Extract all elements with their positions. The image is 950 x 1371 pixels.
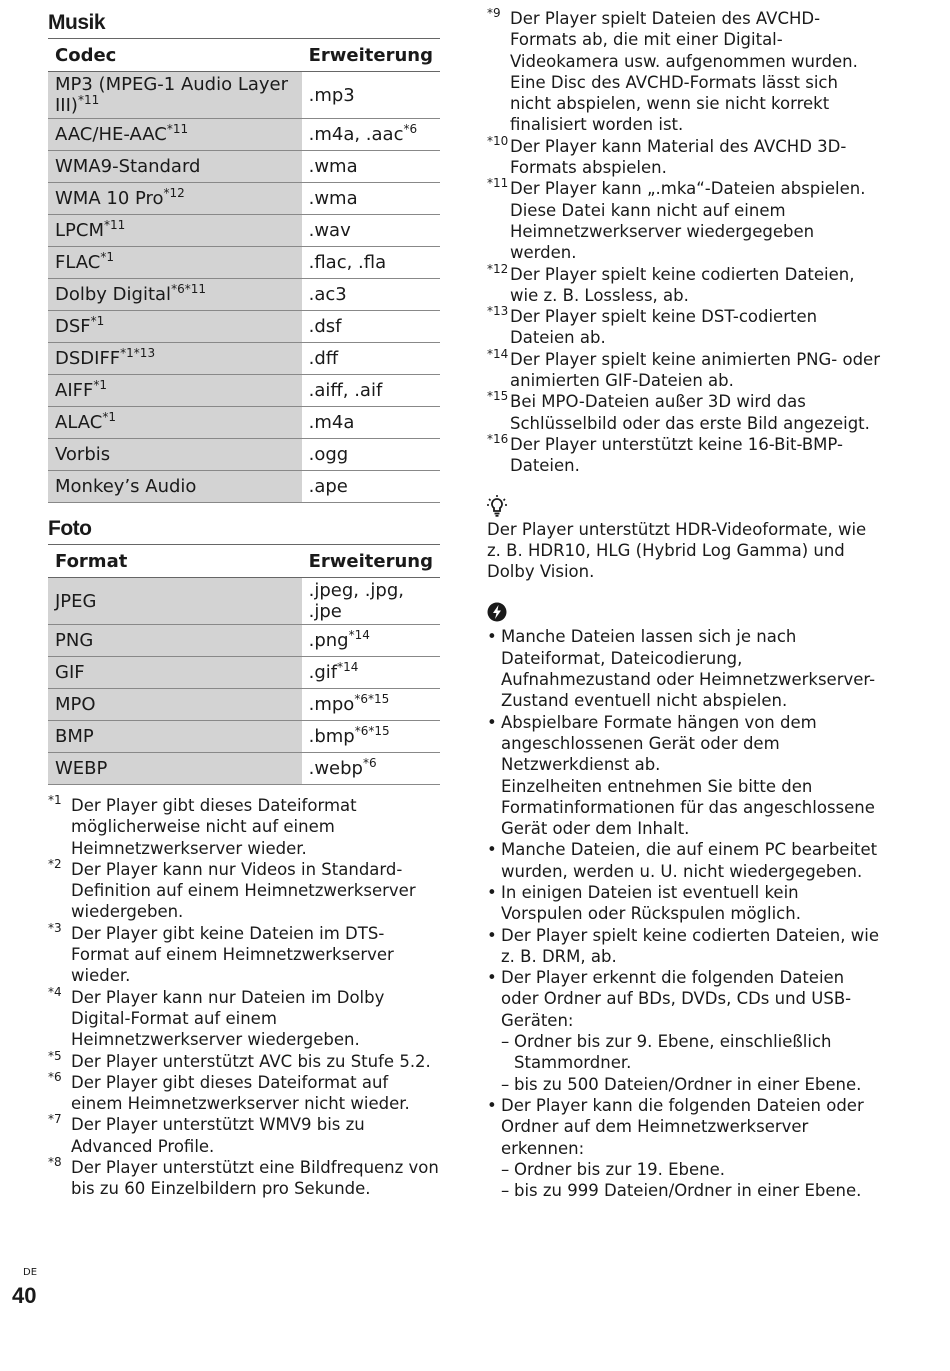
sub-list bbox=[501, 1031, 882, 1095]
sub-item: – bis zu 999 Dateien/Ordner in einer Ebene. bbox=[501, 1180, 882, 1201]
footnote bbox=[487, 178, 882, 263]
extension-cell: .mp3 bbox=[302, 72, 440, 119]
notes-section bbox=[487, 602, 882, 1201]
photo-table-header bbox=[48, 545, 440, 578]
footnote-mark: *12 bbox=[487, 261, 509, 276]
extension-cell: .wma bbox=[302, 183, 440, 215]
footnote-mark: *4 bbox=[48, 984, 62, 999]
extension-cell: .wma bbox=[302, 151, 440, 183]
table-row bbox=[48, 151, 440, 183]
footnote bbox=[48, 856, 440, 923]
sub-list bbox=[501, 1159, 882, 1202]
table-row bbox=[48, 72, 440, 119]
codec-cell: WMA9-Standard bbox=[48, 151, 302, 183]
table-row bbox=[48, 471, 440, 503]
caution-icon bbox=[487, 602, 507, 622]
codec-cell: Monkey’s Audio bbox=[48, 471, 302, 503]
footnote-text: Der Player unterstützt eine Bildfrequenz von bis zu 60 Einzelbildern pro Sekunde. bbox=[71, 1158, 439, 1199]
footnote-text: Der Player unterstützt AVC bis zu Stufe 5.2. bbox=[71, 1051, 431, 1071]
footnote-mark: *7 bbox=[48, 1112, 62, 1127]
table-row bbox=[48, 119, 440, 151]
music-table-header bbox=[48, 39, 440, 72]
footnote-text: Der Player gibt dieses Dateiformat möglicherweise nicht auf einem Heimnetzwerkserver wieder. bbox=[71, 796, 357, 858]
left-column bbox=[48, 8, 440, 1200]
format-column-header: Format bbox=[48, 545, 302, 578]
footnote-mark: *11 bbox=[487, 176, 509, 191]
footnote bbox=[487, 391, 882, 434]
codec-cell: AIFF$^{*1}$ bbox=[48, 375, 302, 407]
codec-cell: Dolby Digital$^{*6*11}$ bbox=[48, 279, 302, 311]
extension-cell: .gif$^{*14}$ bbox=[302, 657, 440, 689]
footnote-mark: *14 bbox=[487, 346, 509, 361]
footnotes-left bbox=[48, 795, 440, 1200]
footnote-mark: *3 bbox=[48, 920, 62, 935]
note-item: • Manche Dateien, die auf einem PC bearbeitet wurden, werden u. U. nicht wiedergegeben. bbox=[487, 839, 882, 882]
table-row bbox=[48, 247, 440, 279]
footnote bbox=[487, 431, 882, 477]
format-cell: WEBP bbox=[48, 753, 302, 785]
codec-cell: DSF$^{*1}$ bbox=[48, 311, 302, 343]
tip-text: Der Player unterstützt HDR-Videoformate, wie z. B. HDR10, HLG (Hybrid Log Gamma) und Dolby Vision. bbox=[487, 519, 867, 582]
codec-cell: AAC/HE-AAC$^{*11}$ bbox=[48, 119, 302, 151]
extension-cell: .ape bbox=[302, 471, 440, 503]
right-column bbox=[487, 8, 882, 1201]
codec-cell: ALAC$^{*1}$ bbox=[48, 407, 302, 439]
table-row bbox=[48, 657, 440, 689]
notes-list bbox=[487, 626, 882, 1201]
note-item: • Manche Dateien lassen sich je nach Dateiformat, Dateicodierung, Aufnahmezustand oder Heimnetzwerkserver-Zustand eventuell nicht abspielen. bbox=[487, 626, 882, 711]
footnote bbox=[487, 8, 882, 136]
footnote-mark: *6 bbox=[48, 1069, 62, 1084]
table-row bbox=[48, 375, 440, 407]
footnote-text: Bei MPO-Dateien außer 3D wird das Schlüsselbild oder das erste Bild angezeigt. bbox=[510, 392, 870, 433]
table-row bbox=[48, 183, 440, 215]
footnote bbox=[48, 1069, 440, 1115]
footnote-mark: *9 bbox=[487, 6, 501, 20]
footnote-text: Der Player kann nur Videos in Standard-Definition auf einem Heimnetzwerkserver wiedergeben. bbox=[71, 859, 416, 922]
table-row bbox=[48, 407, 440, 439]
footnote-mark: *10 bbox=[487, 133, 509, 148]
photo-heading: Foto bbox=[48, 517, 92, 540]
photo-table bbox=[48, 544, 440, 785]
extension-cell: .png$^{*14}$ bbox=[302, 625, 440, 657]
tip-section bbox=[487, 495, 882, 583]
footnote-text: Der Player spielt keine codierten Dateien, wie z. B. Lossless, ab. bbox=[510, 264, 855, 305]
extension-cell: .jpeg, .jpg, .jpe bbox=[302, 578, 440, 625]
table-row bbox=[48, 753, 440, 785]
footnote bbox=[487, 346, 882, 392]
footnote-text: Der Player unterstützt WMV9 bis zu Advanced Profile. bbox=[71, 1115, 365, 1156]
codec-cell: LPCM$^{*11}$ bbox=[48, 215, 302, 247]
footnote-mark: *8 bbox=[48, 1155, 62, 1170]
table-row bbox=[48, 625, 440, 657]
format-cell: PNG bbox=[48, 625, 302, 657]
extension-cell: .m4a bbox=[302, 407, 440, 439]
footnote-text: Der Player kann nur Dateien im Dolby Digital-Format auf einem Heimnetzwerkserver wiedergeben. bbox=[71, 987, 385, 1050]
music-table bbox=[48, 38, 440, 503]
note-item: • Der Player kann die folgenden Dateien oder Ordner auf dem Heimnetzwerkserver erkennen: – Ordner bis zur 19. Ebene. – bis zu 999 Dateien/Ordner in einer Ebene. bbox=[487, 1095, 882, 1201]
footnote-text: Der Player gibt keine Dateien im DTS-Format auf einem Heimnetzwerkserver wieder. bbox=[71, 923, 394, 986]
note-item: • Der Player erkennt die folgenden Dateien oder Ordner auf BDs, DVDs, CDs und USB-Geräten: – Ordner bis zur 9. Ebene, einschließlich Stammordner. – bis zu 500 Dateien/Ordner in einer Ebene. bbox=[487, 967, 882, 1095]
extension-cell: .mpo$^{*6*15}$ bbox=[302, 689, 440, 721]
format-cell: BMP bbox=[48, 721, 302, 753]
footnote-text: Der Player kann Material des AVCHD 3D-Formats abspielen. bbox=[510, 136, 847, 178]
footnote bbox=[48, 795, 440, 859]
table-row bbox=[48, 689, 440, 721]
note-item: • Der Player spielt keine codierten Dateien, wie z. B. DRM, ab. bbox=[487, 925, 882, 968]
codec-cell: Vorbis bbox=[48, 439, 302, 471]
footnote-text: Der Player gibt dieses Dateiformat auf einem Heimnetzwerkserver nicht wieder. bbox=[71, 1072, 410, 1114]
table-row bbox=[48, 439, 440, 471]
table-row bbox=[48, 343, 440, 375]
sub-item: – Ordner bis zur 9. Ebene, einschließlich Stammordner. bbox=[501, 1031, 882, 1074]
note-item: • Abspielbare Formate hängen von dem angeschlossenen Gerät oder dem Netzwerkdienst ab. Einzelheiten entnehmen Sie bitte den Formatinformationen für das angeschlossene Gerät oder dem Inhalt. bbox=[487, 712, 882, 840]
footnote bbox=[487, 306, 882, 349]
footnote-mark: *13 bbox=[487, 304, 509, 319]
footnote bbox=[48, 1048, 440, 1072]
footnote-mark: *1 bbox=[48, 793, 62, 807]
footnotes-right bbox=[487, 8, 882, 477]
sub-item: – Ordner bis zur 19. Ebene. bbox=[501, 1159, 882, 1180]
footnote bbox=[487, 261, 882, 307]
codec-cell: $DSDIFF^{*1*13}$ bbox=[48, 343, 302, 375]
footnote-mark: *2 bbox=[48, 856, 62, 871]
footnote bbox=[487, 133, 882, 179]
codec-cell: FLAC$^{*1}$ bbox=[48, 247, 302, 279]
page-number: 40 bbox=[12, 1283, 37, 1308]
extension-cell: .flac, .fla bbox=[302, 247, 440, 279]
footnote-text: Der Player spielt keine animierten PNG- oder animierten GIF-Dateien ab. bbox=[510, 349, 880, 391]
format-cell: MPO bbox=[48, 689, 302, 721]
music-heading: Musik bbox=[48, 11, 106, 34]
footnote-text: Der Player spielt keine DST-codierten Dateien ab. bbox=[510, 307, 818, 348]
sub-item: – bis zu 500 Dateien/Ordner in einer Ebene. bbox=[501, 1074, 882, 1095]
photo-table-body bbox=[48, 578, 440, 785]
table-row bbox=[48, 721, 440, 753]
note-item: • In einigen Dateien ist eventuell kein Vorspulen oder Rückspulen möglich. bbox=[487, 882, 882, 925]
footnote bbox=[48, 1157, 440, 1200]
footnote bbox=[48, 984, 440, 1051]
extension-column-header: Erweiterung bbox=[302, 39, 440, 72]
footnote-text: Der Player kann „.mka“-Dateien abspielen. Diese Datei kann nicht auf einem Heimnetzwerkserver wiedergegeben werden. bbox=[510, 179, 866, 263]
format-cell: GIF bbox=[48, 657, 302, 689]
extension-cell: .bmp$^{*6*15}$ bbox=[302, 721, 440, 753]
footnote-text: Der Player spielt Dateien des AVCHD-Formats ab, die mit einer Digital-Videokamera usw. aufgenommen wurden. Eine Disc des AVCHD-Formats lässt sich nicht abspielen, wenn sie nicht korrekt finalisiert worden ist. bbox=[510, 9, 858, 135]
table-row bbox=[48, 279, 440, 311]
lightbulb-icon bbox=[487, 495, 507, 517]
footnote-mark: *16 bbox=[487, 431, 509, 446]
footnote-text: Der Player unterstützt keine 16-Bit-BMP-Dateien. bbox=[510, 434, 843, 476]
table-row bbox=[48, 215, 440, 247]
music-table-body bbox=[48, 72, 440, 503]
extension-cell: .ac3 bbox=[302, 279, 440, 311]
extension-cell: .m4a, .aac$^{*6}$ bbox=[302, 119, 440, 151]
footnote bbox=[48, 1114, 440, 1157]
format-cell: JPEG bbox=[48, 578, 302, 625]
extension-column-header: Erweiterung bbox=[302, 545, 440, 578]
extension-cell: .wav bbox=[302, 215, 440, 247]
extension-cell: .dsf bbox=[302, 311, 440, 343]
extension-cell: .dff bbox=[302, 343, 440, 375]
codec-cell: MP3 (MPEG-1 Audio Layer III)$^{*11}$ bbox=[48, 72, 302, 119]
footnote bbox=[48, 920, 440, 987]
table-row bbox=[48, 578, 440, 625]
extension-cell: .ogg bbox=[302, 439, 440, 471]
footnote-mark: *15 bbox=[487, 389, 509, 404]
codec-column-header: Codec bbox=[48, 39, 302, 72]
extension-cell: .aiff, .aif bbox=[302, 375, 440, 407]
footnote-mark: *5 bbox=[48, 1048, 62, 1063]
table-row bbox=[48, 311, 440, 343]
extension-cell: .webp$^{*6}$ bbox=[302, 753, 440, 785]
codec-cell: WMA 10 Pro$^{*12}$ bbox=[48, 183, 302, 215]
page-language-code: DE bbox=[23, 1267, 38, 1278]
